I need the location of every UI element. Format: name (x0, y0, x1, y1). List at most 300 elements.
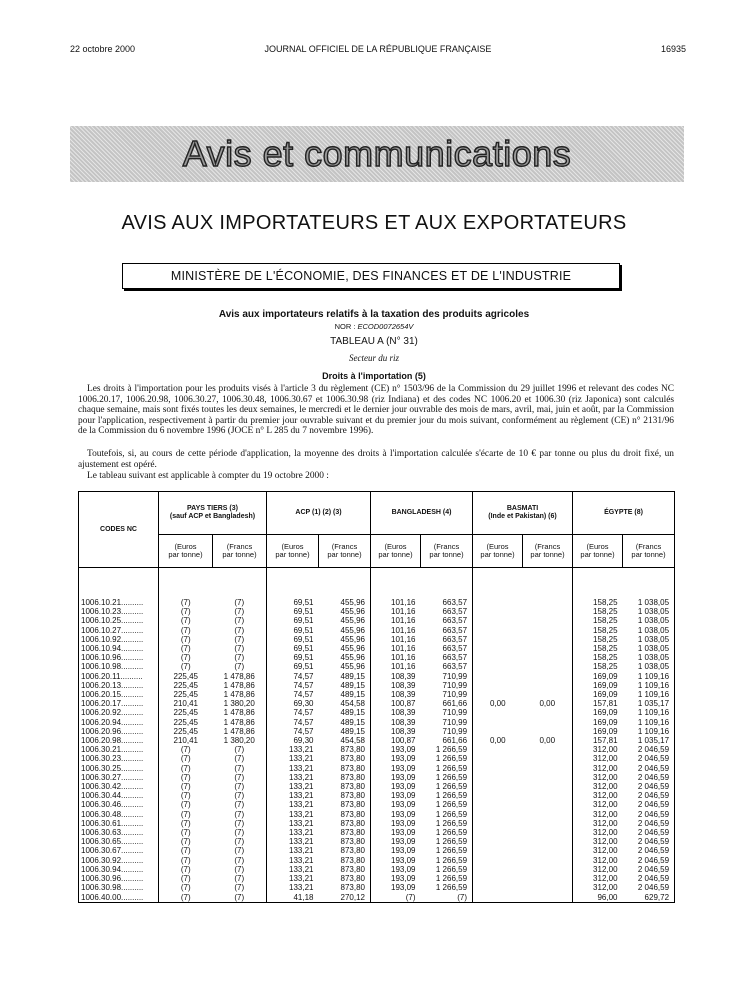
cell-acp-euros: 69,51 (267, 598, 319, 607)
cell-egypte-francs: 2 046,59 (623, 754, 675, 763)
header-journal-title: JOURNAL OFFICIEL DE LA RÉPUBLIQUE FRANÇAISE (264, 44, 492, 54)
cell-acp-euros: 133,21 (267, 819, 319, 828)
cell-code: 1006.30.48.......... (79, 810, 159, 819)
cell-egypte-francs: 629,72 (623, 893, 675, 903)
unit-francs-header: (Francs par tonne) (523, 535, 573, 568)
table-row (79, 690, 675, 699)
cell-pays-tiers-francs: (7) (213, 856, 267, 865)
cell-bangladesh-francs: 1 266,59 (421, 773, 473, 782)
cell-acp-euros: 133,21 (267, 754, 319, 763)
cell-basmati-francs (523, 672, 573, 681)
cell-pays-tiers-francs: (7) (213, 662, 267, 671)
cell-basmati-francs (523, 865, 573, 874)
cell-egypte-francs: 1 038,05 (623, 616, 675, 625)
group-header-label: BASMATI (Inde et Pakistan) (6) (488, 505, 557, 520)
cell-code: 1006.30.25.......... (79, 764, 159, 773)
cell-bangladesh-euros: 108,39 (371, 718, 421, 727)
cell-pays-tiers-francs: (7) (213, 883, 267, 892)
group-header-bangladesh (371, 492, 473, 535)
cell-bangladesh-euros: 193,09 (371, 782, 421, 791)
cell-bangladesh-euros: 193,09 (371, 837, 421, 846)
cell-basmati-francs (523, 718, 573, 727)
cell-basmati-euros (473, 874, 523, 883)
cell-basmati-francs (523, 745, 573, 754)
cell-pays-tiers-francs: (7) (213, 782, 267, 791)
cell-bangladesh-francs: 1 266,59 (421, 856, 473, 865)
cell-basmati-euros (473, 865, 523, 874)
cell-code: 1006.30.63.......... (79, 828, 159, 837)
unit-euros-header: (Euros par tonne) (159, 535, 213, 568)
cell-bangladesh-euros: 101,16 (371, 616, 421, 625)
cell-pays-tiers-francs: 1 478,86 (213, 690, 267, 699)
cell-pays-tiers-francs: (7) (213, 616, 267, 625)
cell-egypte-euros: 96,00 (573, 893, 623, 903)
cell-basmati-euros (473, 653, 523, 662)
spacer-row (79, 568, 675, 599)
cell-bangladesh-francs: 1 266,59 (421, 819, 473, 828)
cell-bangladesh-francs: 710,99 (421, 690, 473, 699)
cell-basmati-euros (473, 681, 523, 690)
notice-title: Avis aux importateurs relatifs à la taxation des produits agricoles (218, 309, 530, 320)
cell-basmati-francs (523, 607, 573, 616)
cell-basmati-francs (523, 644, 573, 653)
unit-francs-header: (Francs par tonne) (623, 535, 675, 568)
cell-basmati-euros (473, 727, 523, 736)
cell-pays-tiers-euros: (7) (159, 616, 213, 625)
cell-acp-francs: 455,96 (319, 607, 371, 616)
cell-basmati-francs (523, 690, 573, 699)
cell-basmati-euros (473, 773, 523, 782)
cell-pays-tiers-euros: (7) (159, 837, 213, 846)
cell-pays-tiers-euros: (7) (159, 644, 213, 653)
cell-acp-euros: 69,51 (267, 635, 319, 644)
cell-egypte-euros: 312,00 (573, 828, 623, 837)
sector-label: Secteur du riz (349, 353, 399, 363)
cell-pays-tiers-euros: (7) (159, 607, 213, 616)
cell-egypte-francs: 2 046,59 (623, 883, 675, 892)
cell-bangladesh-euros: 193,09 (371, 745, 421, 754)
cell-basmati-francs: 0,00 (523, 736, 573, 745)
cell-basmati-euros (473, 626, 523, 635)
cell-pays-tiers-euros: (7) (159, 598, 213, 607)
cell-egypte-francs: 2 046,59 (623, 846, 675, 855)
section-banner (70, 126, 684, 182)
cell-acp-euros: 69,30 (267, 699, 319, 708)
cell-bangladesh-euros: 101,16 (371, 662, 421, 671)
cell-egypte-francs: 1 109,16 (623, 718, 675, 727)
cell-bangladesh-euros: 101,16 (371, 626, 421, 635)
cell-basmati-euros (473, 672, 523, 681)
cell-pays-tiers-euros: (7) (159, 745, 213, 754)
cell-bangladesh-francs: (7) (421, 893, 473, 903)
cell-bangladesh-francs: 663,57 (421, 598, 473, 607)
cell-egypte-francs: 1 109,16 (623, 708, 675, 717)
cell-acp-euros: 133,21 (267, 865, 319, 874)
cell-egypte-euros: 169,09 (573, 681, 623, 690)
cell-pays-tiers-francs: (7) (213, 819, 267, 828)
cell-bangladesh-francs: 1 266,59 (421, 846, 473, 855)
group-header-label: PAYS TIERS (3) (sauf ACP et Bangladesh) (169, 505, 256, 520)
table-row (79, 708, 675, 717)
cell-bangladesh-francs: 1 266,59 (421, 791, 473, 800)
cell-bangladesh-euros: 108,39 (371, 681, 421, 690)
cell-pays-tiers-francs: (7) (213, 865, 267, 874)
cell-egypte-euros: 312,00 (573, 819, 623, 828)
cell-code: 1006.30.23.......... (79, 754, 159, 763)
cell-acp-francs: 455,96 (319, 616, 371, 625)
cell-code: 1006.30.21.......... (79, 745, 159, 754)
cell-basmati-francs (523, 791, 573, 800)
table-row (79, 626, 675, 635)
cell-egypte-euros: 312,00 (573, 856, 623, 865)
cell-code: 1006.20.98.......... (79, 736, 159, 745)
cell-acp-euros: 133,21 (267, 846, 319, 855)
table-row (79, 810, 675, 819)
table-row (79, 754, 675, 763)
cell-code: 1006.20.92.......... (79, 708, 159, 717)
cell-code: 1006.30.46.......... (79, 800, 159, 809)
cell-bangladesh-francs: 1 266,59 (421, 874, 473, 883)
cell-egypte-francs: 1 109,16 (623, 681, 675, 690)
cell-acp-euros: 69,51 (267, 616, 319, 625)
cell-basmati-euros (473, 598, 523, 607)
cell-acp-francs: 489,15 (319, 718, 371, 727)
cell-code: 1006.20.13.......... (79, 681, 159, 690)
table-row (79, 672, 675, 681)
unit-euros-header: (Euros par tonne) (371, 535, 421, 568)
cell-basmati-euros (473, 837, 523, 846)
nor-code: ECOD0072654V (357, 322, 414, 331)
cell-basmati-euros (473, 764, 523, 773)
cell-bangladesh-francs: 1 266,59 (421, 837, 473, 846)
cell-code: 1006.30.96.......... (79, 874, 159, 883)
cell-acp-euros: 74,57 (267, 727, 319, 736)
cell-pays-tiers-euros: 225,45 (159, 708, 213, 717)
cell-code: 1006.30.92.......... (79, 856, 159, 865)
paragraph-2: Toutefois, si, au cours de cette période d'application, la moyenne des droits à l'importation calculée s'écarte de 10 € par tonne ou plus du droit fixé, un ajustement est opéré. (78, 449, 674, 470)
cell-bangladesh-francs: 1 266,59 (421, 764, 473, 773)
cell-basmati-francs (523, 828, 573, 837)
cell-code: 1006.30.67.......... (79, 846, 159, 855)
cell-acp-euros: 41,18 (267, 893, 319, 903)
cell-basmati-francs (523, 635, 573, 644)
cell-pays-tiers-euros: (7) (159, 810, 213, 819)
cell-egypte-euros: 312,00 (573, 745, 623, 754)
cell-acp-francs: 873,80 (319, 745, 371, 754)
cell-acp-euros: 133,21 (267, 883, 319, 892)
cell-pays-tiers-francs: (7) (213, 644, 267, 653)
cell-code: 1006.30.44.......... (79, 791, 159, 800)
cell-acp-euros: 133,21 (267, 745, 319, 754)
header-date: 22 octobre 2000 (70, 44, 136, 54)
cell-code: 1006.10.25.......... (79, 616, 159, 625)
cell-acp-euros: 133,21 (267, 791, 319, 800)
cell-acp-francs: 873,80 (319, 846, 371, 855)
unit-francs-header: (Francs par tonne) (421, 535, 473, 568)
cell-pays-tiers-euros: (7) (159, 653, 213, 662)
cell-pays-tiers-euros: (7) (159, 893, 213, 903)
cell-egypte-francs: 1 038,05 (623, 653, 675, 662)
cell-basmati-francs (523, 708, 573, 717)
cell-acp-francs: 873,80 (319, 856, 371, 865)
unit-euros-header: (Euros par tonne) (473, 535, 523, 568)
cell-pays-tiers-francs: (7) (213, 764, 267, 773)
cell-acp-francs: 454,58 (319, 699, 371, 708)
cell-acp-euros: 74,57 (267, 708, 319, 717)
cell-bangladesh-euros: 193,09 (371, 865, 421, 874)
cell-egypte-euros: 312,00 (573, 837, 623, 846)
section-title: AVIS AUX IMPORTATEURS ET AUX EXPORTATEURS (121, 212, 627, 234)
cell-acp-euros: 133,21 (267, 874, 319, 883)
cell-basmati-francs (523, 819, 573, 828)
cell-egypte-euros: 157,81 (573, 736, 623, 745)
cell-egypte-euros: 169,09 (573, 718, 623, 727)
cell-code: 1006.30.65.......... (79, 837, 159, 846)
cell-pays-tiers-euros: (7) (159, 635, 213, 644)
cell-egypte-euros: 312,00 (573, 800, 623, 809)
cell-pays-tiers-francs: (7) (213, 773, 267, 782)
cell-egypte-francs: 2 046,59 (623, 874, 675, 883)
cell-bangladesh-euros: 100,87 (371, 736, 421, 745)
cell-basmati-euros (473, 893, 523, 903)
banner-title: Avis et communications (182, 133, 572, 174)
cell-basmati-euros (473, 690, 523, 699)
table-row (79, 837, 675, 846)
cell-pays-tiers-euros: (7) (159, 791, 213, 800)
cell-bangladesh-francs: 710,99 (421, 718, 473, 727)
cell-egypte-euros: 158,25 (573, 644, 623, 653)
cell-acp-euros: 74,57 (267, 672, 319, 681)
cell-acp-francs: 455,96 (319, 635, 371, 644)
cell-pays-tiers-francs: 1 478,86 (213, 718, 267, 727)
cell-basmati-francs (523, 681, 573, 690)
cell-acp-euros: 69,51 (267, 653, 319, 662)
cell-egypte-euros: 312,00 (573, 810, 623, 819)
cell-acp-francs: 873,80 (319, 764, 371, 773)
nor-reference (0, 322, 748, 331)
cell-acp-euros: 74,57 (267, 690, 319, 699)
cell-pays-tiers-euros: (7) (159, 828, 213, 837)
cell-acp-euros: 133,21 (267, 856, 319, 865)
cell-egypte-euros: 158,25 (573, 598, 623, 607)
cell-acp-euros: 69,51 (267, 644, 319, 653)
table-row (79, 681, 675, 690)
cell-egypte-francs: 2 046,59 (623, 800, 675, 809)
cell-basmati-euros (473, 718, 523, 727)
cell-acp-euros: 133,21 (267, 773, 319, 782)
cell-bangladesh-francs: 1 266,59 (421, 782, 473, 791)
cell-code: 1006.20.15.......... (79, 690, 159, 699)
cell-bangladesh-francs: 663,57 (421, 653, 473, 662)
cell-acp-francs: 455,96 (319, 626, 371, 635)
cell-pays-tiers-euros: (7) (159, 626, 213, 635)
cell-basmati-francs (523, 874, 573, 883)
cell-basmati-euros (473, 856, 523, 865)
cell-basmati-euros (473, 800, 523, 809)
cell-pays-tiers-francs: (7) (213, 635, 267, 644)
cell-bangladesh-francs: 1 266,59 (421, 828, 473, 837)
group-header-label: ACP (1) (2) (3) (295, 509, 342, 516)
table-row (79, 607, 675, 616)
table-row (79, 616, 675, 625)
cell-basmati-francs (523, 810, 573, 819)
cell-bangladesh-euros: 193,09 (371, 819, 421, 828)
table-row (79, 598, 675, 607)
cell-egypte-euros: 312,00 (573, 846, 623, 855)
group-header-label: ÉGYPTE (8) (604, 509, 643, 516)
cell-basmati-euros (473, 819, 523, 828)
cell-acp-euros: 69,30 (267, 736, 319, 745)
unit-euros-header: (Euros par tonne) (573, 535, 623, 568)
cell-basmati-francs (523, 893, 573, 903)
table-row (79, 800, 675, 809)
cell-bangladesh-euros: 108,39 (371, 708, 421, 717)
cell-egypte-francs: 2 046,59 (623, 745, 675, 754)
cell-bangladesh-francs: 661,66 (421, 736, 473, 745)
cell-acp-francs: 873,80 (319, 791, 371, 800)
cell-acp-francs: 873,80 (319, 837, 371, 846)
cell-egypte-francs: 1 035,17 (623, 736, 675, 745)
cell-acp-francs: 873,80 (319, 782, 371, 791)
cell-egypte-francs: 2 046,59 (623, 837, 675, 846)
cell-egypte-euros: 158,25 (573, 607, 623, 616)
cell-basmati-euros (473, 754, 523, 763)
paragraph-3: Le tableau suivant est applicable à compter du 19 octobre 2000 : (87, 471, 329, 481)
cell-pays-tiers-francs: (7) (213, 745, 267, 754)
cell-code: 1006.30.42.......... (79, 782, 159, 791)
cell-egypte-francs: 2 046,59 (623, 856, 675, 865)
cell-pays-tiers-euros: 210,41 (159, 736, 213, 745)
cell-bangladesh-francs: 710,99 (421, 672, 473, 681)
group-header-egypte (573, 492, 675, 535)
cell-bangladesh-euros: 193,09 (371, 800, 421, 809)
cell-basmati-francs (523, 727, 573, 736)
cell-acp-francs: 873,80 (319, 865, 371, 874)
cell-bangladesh-francs: 663,57 (421, 662, 473, 671)
group-header-basmati (473, 492, 573, 535)
cell-bangladesh-francs: 663,57 (421, 644, 473, 653)
cell-acp-francs: 873,80 (319, 828, 371, 837)
cell-egypte-francs: 2 046,59 (623, 810, 675, 819)
cell-bangladesh-euros: 100,87 (371, 699, 421, 708)
table-row (79, 791, 675, 800)
cell-egypte-euros: 312,00 (573, 764, 623, 773)
cell-egypte-euros: 158,25 (573, 635, 623, 644)
cell-bangladesh-francs: 1 266,59 (421, 754, 473, 763)
cell-code: 1006.10.92.......... (79, 635, 159, 644)
cell-pays-tiers-francs: (7) (213, 837, 267, 846)
cell-basmati-euros (473, 616, 523, 625)
table-row (79, 773, 675, 782)
cell-egypte-francs: 1 109,16 (623, 727, 675, 736)
cell-acp-francs: 489,15 (319, 690, 371, 699)
cell-bangladesh-euros: 101,16 (371, 607, 421, 616)
cell-basmati-euros (473, 607, 523, 616)
cell-bangladesh-francs: 1 266,59 (421, 883, 473, 892)
cell-acp-francs: 455,96 (319, 644, 371, 653)
cell-basmati-euros (473, 662, 523, 671)
cell-pays-tiers-euros: (7) (159, 782, 213, 791)
group-header-pays-tiers (159, 492, 267, 535)
cell-egypte-francs: 1 038,05 (623, 644, 675, 653)
cell-basmati-francs: 0,00 (523, 699, 573, 708)
cell-egypte-francs: 2 046,59 (623, 865, 675, 874)
cell-pays-tiers-francs: (7) (213, 828, 267, 837)
cell-acp-francs: 270,12 (319, 893, 371, 903)
cell-acp-francs: 454,58 (319, 736, 371, 745)
cell-basmati-euros (473, 791, 523, 800)
table-row (79, 727, 675, 736)
cell-acp-francs: 873,80 (319, 874, 371, 883)
cell-bangladesh-francs: 1 266,59 (421, 865, 473, 874)
cell-pays-tiers-francs: (7) (213, 893, 267, 903)
codes-nc-header: CODES NC (79, 492, 159, 568)
cell-bangladesh-euros: 193,09 (371, 846, 421, 855)
cell-pays-tiers-euros: 225,45 (159, 727, 213, 736)
table-row (79, 699, 675, 708)
cell-bangladesh-euros: 193,09 (371, 773, 421, 782)
cell-code: 1006.20.94.......... (79, 718, 159, 727)
table-row (79, 782, 675, 791)
cell-code: 1006.10.98.......... (79, 662, 159, 671)
running-header (70, 44, 686, 56)
cell-bangladesh-francs: 710,99 (421, 681, 473, 690)
cell-code: 1006.30.27.......... (79, 773, 159, 782)
cell-acp-euros: 69,51 (267, 662, 319, 671)
cell-bangladesh-euros: 193,09 (371, 883, 421, 892)
cell-egypte-euros: 158,25 (573, 653, 623, 662)
cell-bangladesh-francs: 1 266,59 (421, 745, 473, 754)
cell-bangladesh-francs: 1 266,59 (421, 810, 473, 819)
cell-egypte-euros: 169,09 (573, 727, 623, 736)
cell-egypte-euros: 312,00 (573, 773, 623, 782)
cell-basmati-francs (523, 782, 573, 791)
cell-egypte-euros: 312,00 (573, 874, 623, 883)
cell-acp-francs: 873,80 (319, 773, 371, 782)
cell-egypte-euros: 157,81 (573, 699, 623, 708)
cell-acp-francs: 489,15 (319, 681, 371, 690)
cell-basmati-euros (473, 644, 523, 653)
cell-bangladesh-francs: 663,57 (421, 635, 473, 644)
cell-bangladesh-francs: 1 266,59 (421, 800, 473, 809)
cell-acp-euros: 133,21 (267, 800, 319, 809)
cell-bangladesh-francs: 710,99 (421, 727, 473, 736)
cell-pays-tiers-francs: (7) (213, 791, 267, 800)
cell-egypte-euros: 312,00 (573, 782, 623, 791)
cell-basmati-francs (523, 616, 573, 625)
cell-bangladesh-euros: 193,09 (371, 791, 421, 800)
unit-francs-header: (Francs par tonne) (213, 535, 267, 568)
cell-basmati-francs (523, 626, 573, 635)
cell-acp-euros: 69,51 (267, 607, 319, 616)
cell-pays-tiers-euros: (7) (159, 819, 213, 828)
cell-bangladesh-francs: 663,57 (421, 626, 473, 635)
cell-egypte-francs: 2 046,59 (623, 764, 675, 773)
table-row (79, 846, 675, 855)
cell-pays-tiers-euros: (7) (159, 846, 213, 855)
cell-egypte-francs: 2 046,59 (623, 819, 675, 828)
cell-bangladesh-francs: 710,99 (421, 708, 473, 717)
cell-acp-euros: 74,57 (267, 681, 319, 690)
cell-pays-tiers-francs: (7) (213, 846, 267, 855)
cell-egypte-francs: 1 038,05 (623, 662, 675, 671)
table-row (79, 819, 675, 828)
cell-egypte-francs: 1 038,05 (623, 626, 675, 635)
cell-egypte-francs: 2 046,59 (623, 782, 675, 791)
cell-code: 1006.10.21.......... (79, 598, 159, 607)
table-row (79, 736, 675, 745)
cell-egypte-euros: 169,09 (573, 690, 623, 699)
